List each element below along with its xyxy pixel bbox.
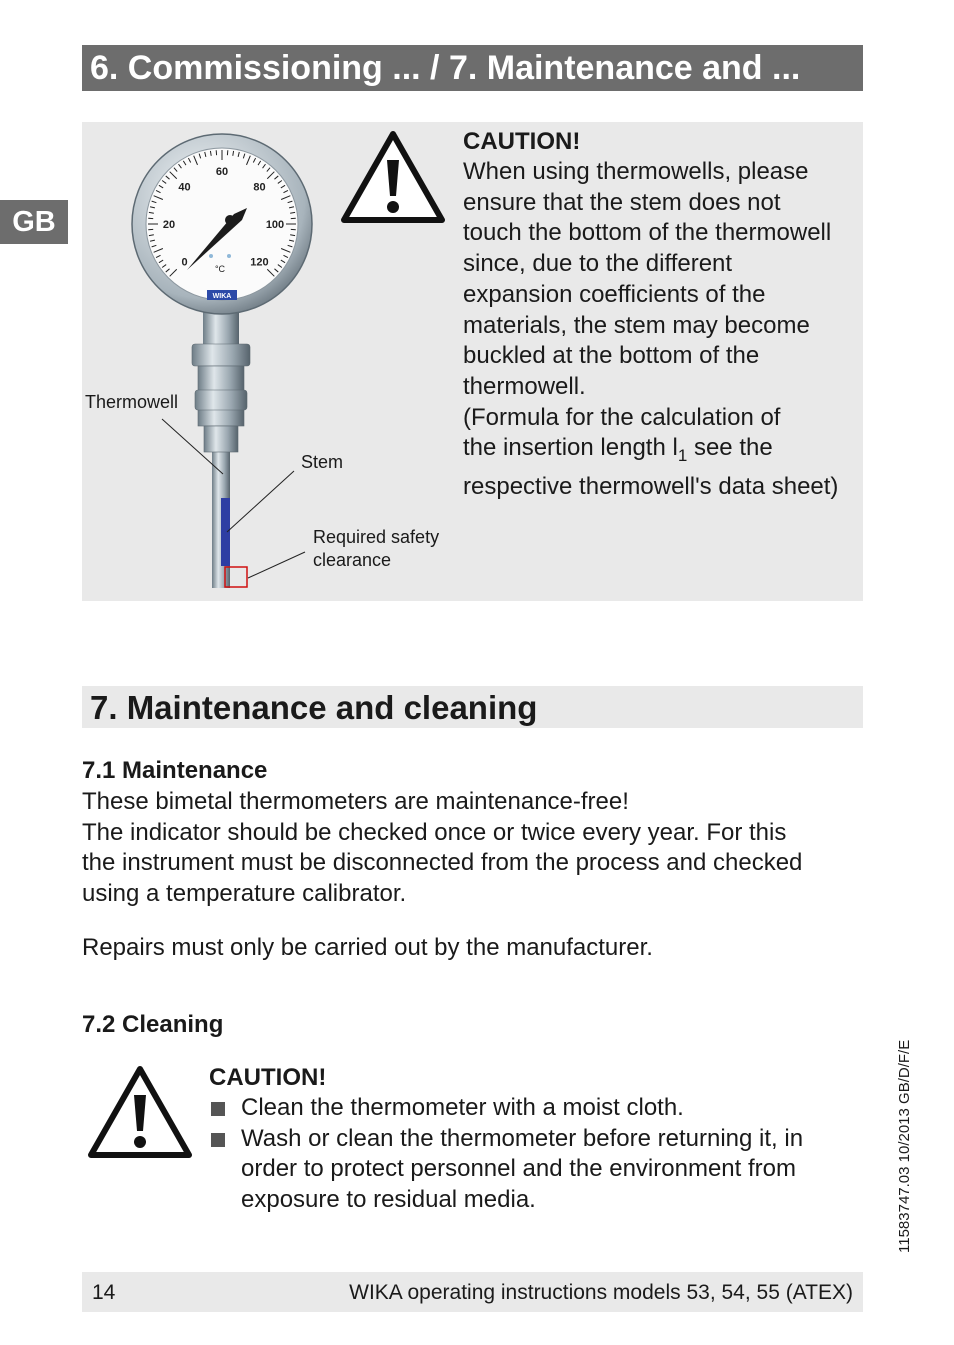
dial-number: 60 bbox=[215, 166, 229, 178]
caution-formula-line: the insertion length $l_1$ see the bbox=[463, 434, 773, 466]
hex-nut-lower bbox=[195, 390, 247, 410]
fitting-lower bbox=[204, 426, 238, 452]
cleaning-heading: 7.2 Cleaning bbox=[82, 1011, 224, 1038]
maintenance-line: using a temperature calibrator. bbox=[82, 880, 407, 908]
bullet-item: Clean the thermometer with a moist cloth. bbox=[209, 1093, 849, 1124]
caution-line: since, due to the different bbox=[463, 250, 733, 278]
caution-line: buckled at the bottom of the bbox=[463, 342, 760, 370]
brand-label: WIKA bbox=[212, 293, 232, 300]
dial-number: 0 bbox=[181, 256, 188, 269]
caution-line: expansion coefficients of the bbox=[463, 280, 766, 308]
caution-text bbox=[463, 157, 863, 503]
section-7-title: 7. Maintenance and cleaning bbox=[90, 689, 538, 726]
cleaning-caution-heading: CAUTION! bbox=[209, 1064, 327, 1091]
clearance-leader bbox=[248, 552, 305, 578]
cleaning-bullets bbox=[209, 1093, 849, 1216]
bullet-square-icon bbox=[211, 1133, 225, 1147]
dial-number: 40 bbox=[178, 181, 191, 194]
label-clearance-2: clearance bbox=[313, 550, 392, 570]
stem-leader bbox=[227, 471, 294, 532]
caution-line: ensure that the stem does not bbox=[463, 188, 781, 216]
warning-triangle-icon bbox=[340, 130, 446, 224]
document-code: 11583747.03 10/2013 GB/D/F/E bbox=[896, 1039, 913, 1253]
caution-line: (Formula for the calculation of bbox=[463, 403, 781, 431]
bullet-item bbox=[209, 1124, 849, 1216]
bullet-line: order to protect personnel and the environment from bbox=[241, 1155, 796, 1183]
bullet-line: exposure to residual media. bbox=[241, 1186, 536, 1214]
caution-line: touch the bottom of the thermowell bbox=[463, 219, 832, 247]
caution-heading: CAUTION! bbox=[463, 128, 581, 155]
section-7-bar bbox=[82, 686, 863, 728]
maintenance-line: The indicator should be checked once or twice every year. For this bbox=[82, 818, 787, 846]
maintenance-text bbox=[82, 787, 863, 910]
section-title-bar bbox=[82, 45, 863, 91]
stem-indicator bbox=[221, 498, 230, 566]
label-clearance-1: Required safety bbox=[313, 527, 440, 547]
caution-line: When using thermowells, please bbox=[463, 158, 809, 185]
page-number: 14 bbox=[92, 1281, 116, 1304]
bullet-line: Wash or clean the thermometer before returning it, in bbox=[241, 1124, 804, 1152]
label-thermowell: Thermowell bbox=[85, 392, 179, 412]
maintenance-heading: 7.1 Maintenance bbox=[82, 757, 268, 784]
caution-last-line: respective thermowell's data sheet) bbox=[463, 472, 839, 500]
footer-doc-title: WIKA operating instructions models 53, 54, 55 (ATEX) bbox=[349, 1281, 853, 1304]
dial-number: 20 bbox=[162, 219, 176, 231]
page-title: 6. Commissioning ... / 7. Maintenance and ... bbox=[90, 49, 801, 87]
dial-unit: °C bbox=[214, 264, 226, 274]
repairs-line: Repairs must only be carried out by the manufacturer. bbox=[82, 934, 653, 961]
label-stem: Stem bbox=[301, 452, 344, 472]
maintenance-line: the instrument must be disconnected from the process and checked bbox=[82, 849, 803, 877]
warning-triangle-icon-2 bbox=[87, 1065, 193, 1159]
bullet-square-icon bbox=[211, 1102, 225, 1116]
caution-line: materials, the stem may become bbox=[463, 311, 810, 339]
language-tab: GB bbox=[0, 200, 68, 244]
hex-nut-upper bbox=[192, 344, 250, 366]
caution-line: thermowell. bbox=[463, 372, 586, 400]
dial-number: 80 bbox=[253, 181, 266, 194]
dial-number: 120 bbox=[250, 256, 269, 269]
footer bbox=[82, 1272, 863, 1312]
maintenance-free-line: These bimetal thermometers are maintenance-free! bbox=[82, 788, 629, 815]
dial-number: 100 bbox=[265, 219, 285, 231]
